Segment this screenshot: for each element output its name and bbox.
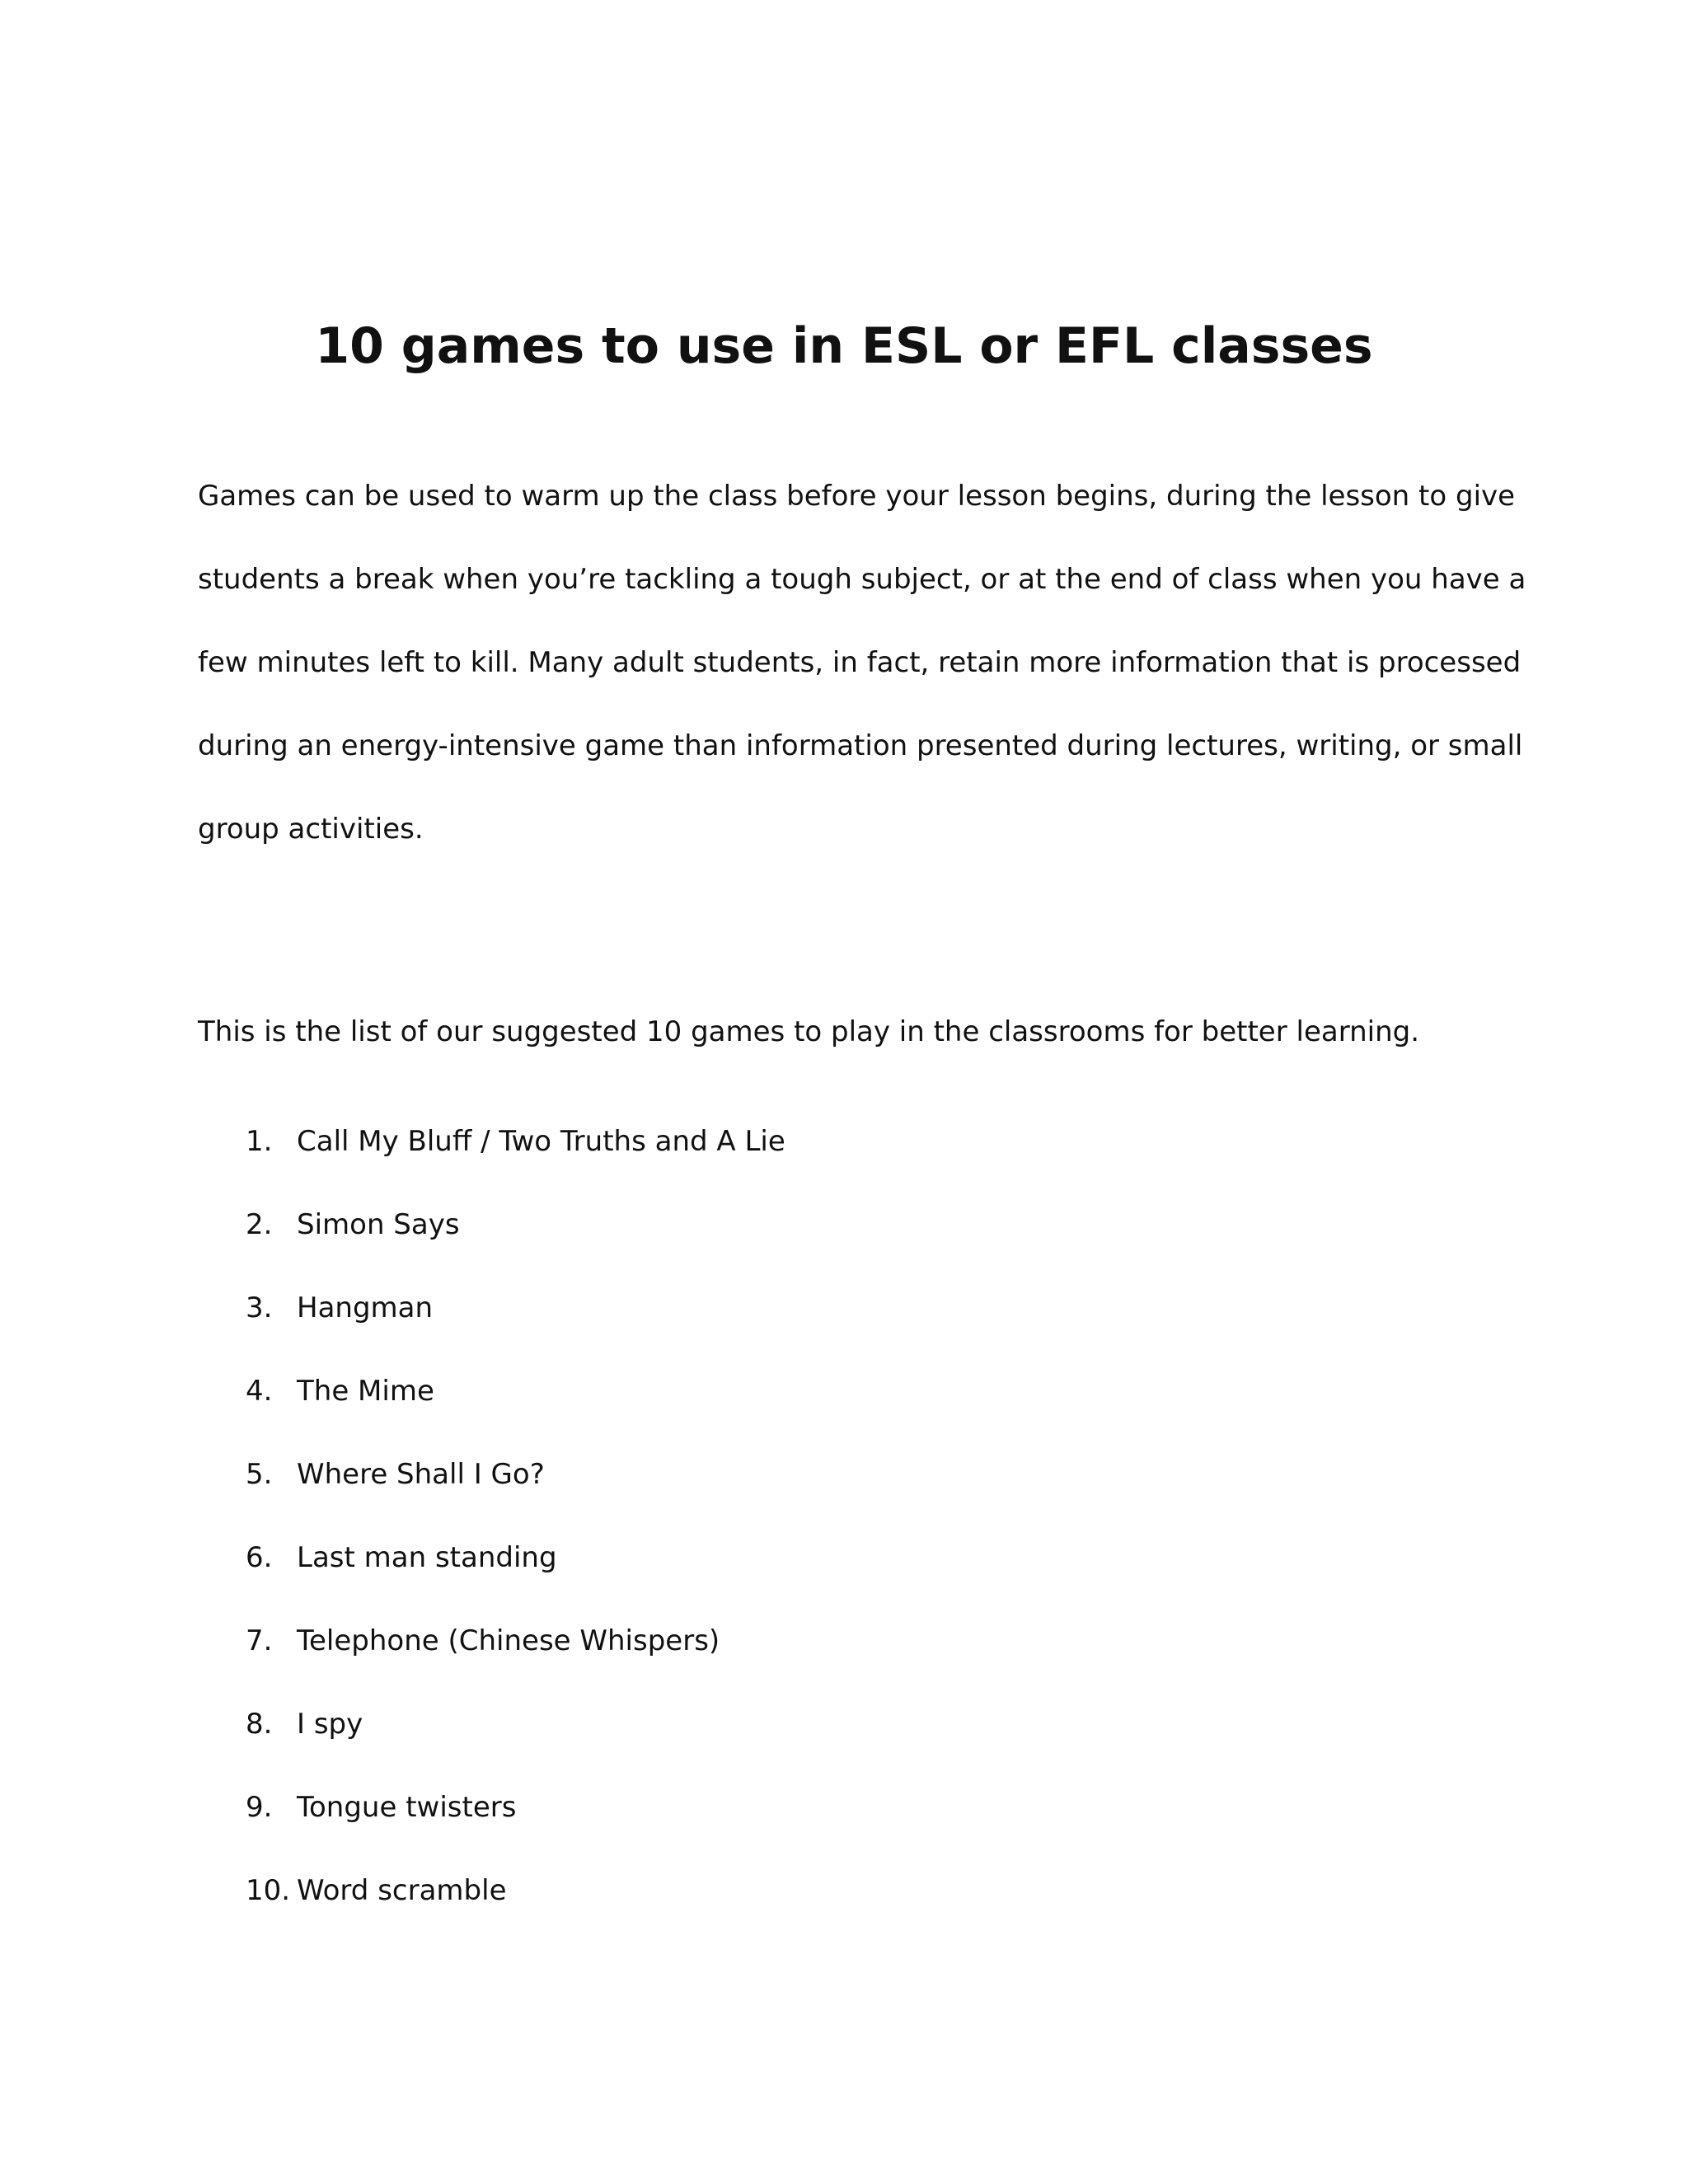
list-item-text: I spy: [297, 1708, 363, 1741]
list-item-text: The Mime: [297, 1375, 434, 1408]
list-item: [198, 1683, 1187, 1766]
list-item: [198, 1267, 1187, 1350]
list-item: [198, 1350, 1187, 1433]
list-item-text: Simon Says: [297, 1208, 460, 1241]
intro-line: few minutes left to kill. Many adult students, in fact, retain more information that is processed: [198, 646, 1522, 679]
games-list: [198, 1100, 1187, 1933]
intro-line: during an energy-intensive game than information presented during lectures, writing, or small: [198, 729, 1523, 762]
list-item: [198, 1849, 1187, 1933]
list-item-number: 10.: [246, 1874, 291, 1907]
list-item-number: 2.: [246, 1208, 273, 1241]
list-item-number: 4.: [246, 1375, 273, 1408]
list-item-number: 3.: [246, 1291, 273, 1324]
list-item-text: Call My Bluff / Two Truths and A Lie: [297, 1125, 785, 1158]
document-title: 10 games to use in ESL or EFL classes: [315, 317, 1373, 375]
list-item: [198, 1183, 1187, 1267]
list-item: [198, 1600, 1187, 1683]
list-item-text: Last man standing: [297, 1541, 557, 1574]
intro-paragraph: [198, 455, 1526, 871]
list-item-text: Where Shall I Go?: [297, 1458, 545, 1491]
list-intro-text: This is the list of our suggested 10 games to play in the classrooms for better learning.: [198, 1015, 1420, 1048]
list-item-text: Hangman: [297, 1291, 434, 1324]
intro-line: students a break when you’re tackling a tough subject, or at the end of class when you have a: [198, 563, 1526, 596]
intro-line: Games can be used to warm up the class before your lesson begins, during the lesson to give: [198, 480, 1516, 513]
list-item-text: Tongue twisters: [297, 1791, 517, 1824]
list-item-number: 7.: [246, 1624, 273, 1657]
list-item-text: Word scramble: [297, 1874, 507, 1907]
list-item: [198, 1766, 1187, 1849]
list-item-number: 6.: [246, 1541, 273, 1574]
list-item: [198, 1100, 1187, 1183]
list-item-text: Telephone (Chinese Whispers): [297, 1624, 720, 1657]
list-item: [198, 1433, 1187, 1516]
list-item-number: 1.: [246, 1125, 273, 1158]
list-item-number: 8.: [246, 1708, 273, 1741]
list-item-number: 5.: [246, 1458, 273, 1491]
intro-line: group activities.: [198, 813, 424, 846]
list-item-number: 9.: [246, 1791, 273, 1824]
list-item: [198, 1516, 1187, 1600]
